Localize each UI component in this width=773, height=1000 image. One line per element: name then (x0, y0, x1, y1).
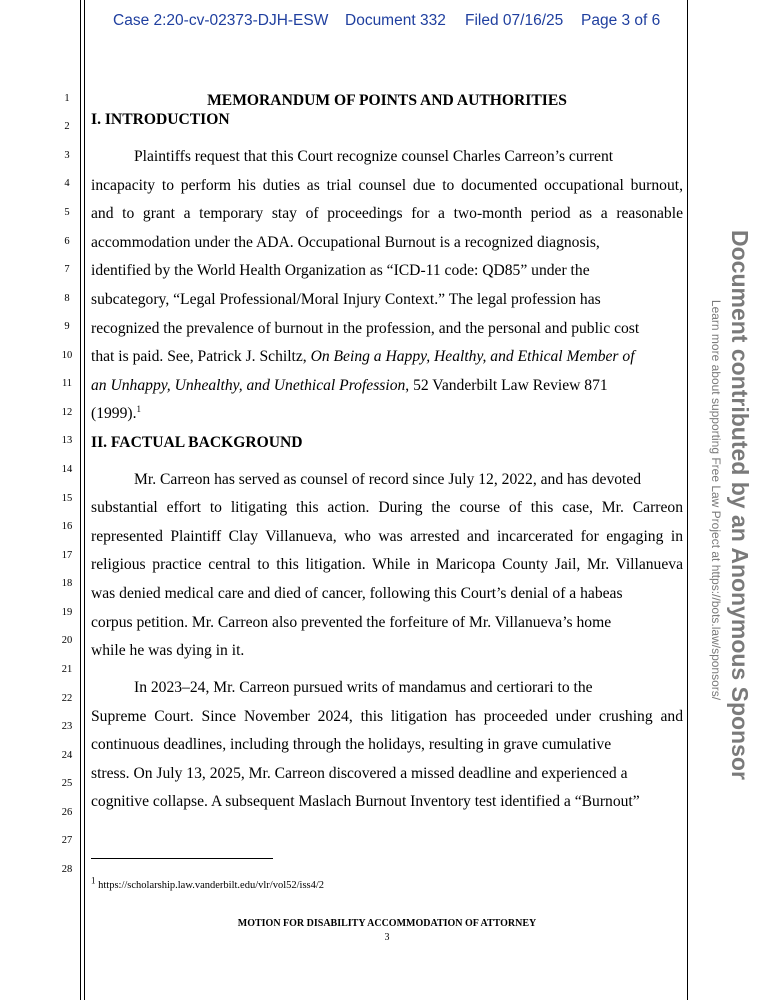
text-line: religious practice central to this litigation. While in Maricopa County Jail, Mr. Villanueva (91, 556, 683, 573)
line-number: 20 (61, 635, 73, 646)
line-number: 12 (61, 407, 73, 418)
document-number: Document 332 (345, 12, 446, 29)
footnote-url[interactable]: https://scholarship.law.vanderbilt.edu/vlr/vol52/iss4/2 (95, 880, 325, 891)
footnote-separator (91, 858, 273, 859)
citation-article-title: On Being a Happy, Healthy, and Ethical Member of (310, 348, 635, 365)
footer-page-number: 3 (384, 932, 390, 943)
text-line: was denied medical care and died of cancer, following this Court’s denial of a habeas (91, 585, 623, 602)
line-number: 8 (64, 293, 70, 304)
line-number: 2 (64, 121, 70, 132)
memorandum-heading: MEMORANDUM OF POINTS AND AUTHORITIES (207, 92, 567, 109)
section-heading-factual-background: II. FACTUAL BACKGROUND (91, 434, 303, 451)
text-line: recognized the prevalence of burnout in the profession, and the personal and public cost (91, 320, 640, 337)
text-line: Mr. Carreon has served as counsel of record since July 12, 2022, and has devoted (134, 471, 642, 488)
text-line: In 2023–24, Mr. Carreon pursued writs of mandamus and certiorari to the (134, 679, 593, 696)
citation-source: , 52 Vanderbilt Law Review 871 (405, 377, 608, 394)
line-number: 23 (61, 721, 73, 732)
text-line: subcategory, “Legal Professional/Moral Injury Context.” The legal profession has (91, 291, 601, 308)
text-line: continuous deadlines, including through the holidays, resulting in grave cumulative (91, 736, 612, 753)
case-number: Case 2:20-cv-02373-DJH-ESW (113, 12, 329, 29)
text-line-citation-year (91, 405, 683, 423)
text-line: identified by the World Health Organization as “ICD-11 code: QD85” under the (91, 262, 590, 279)
left-margin-rule (80, 0, 81, 1000)
ecf-header (0, 12, 773, 36)
text-line: Supreme Court. Since November 2024, this litigation has proceeded under crushing and (91, 708, 683, 725)
text-line: while he was dying in it. (91, 642, 245, 659)
line-number: 26 (61, 807, 73, 818)
line-number: 7 (64, 264, 70, 275)
line-number: 21 (61, 664, 73, 675)
filed-date: Filed 07/16/25 (465, 12, 564, 29)
line-number: 24 (61, 750, 73, 761)
text-line: accommodation under the ADA. Occupational Burnout is a recognized diagnosis, (91, 234, 600, 251)
line-number: 28 (61, 864, 73, 875)
line-number: 14 (61, 464, 73, 475)
watermark-subtitle[interactable]: Learn more about supporting Free Law Project at https://bots.law/sponsors/ (709, 299, 723, 701)
section-heading-introduction: I. INTRODUCTION (91, 111, 230, 128)
line-number: 25 (61, 778, 73, 789)
text-line: corpus petition. Mr. Carreon also prevented the forfeiture of Mr. Villanueva’s home (91, 614, 612, 631)
line-number: 11 (61, 378, 73, 389)
footnote-marker: 1 (91, 875, 96, 886)
line-number: 18 (61, 578, 73, 589)
line-number: 15 (61, 493, 73, 504)
line-number: 19 (61, 607, 73, 618)
text-line-citation (91, 377, 683, 395)
citation-year: (1999). (91, 405, 137, 422)
line-number: 16 (61, 521, 73, 532)
footnote-reference[interactable]: 1 (136, 403, 141, 414)
citation-article-title-cont: an Unhappy, Unhealthy, and Unethical Profession (91, 377, 406, 394)
page-indicator: Page 3 of 6 (581, 12, 661, 29)
line-number: 5 (64, 207, 70, 218)
line-number: 1 (64, 93, 70, 104)
line-number: 3 (64, 150, 70, 161)
text-line-citation (91, 348, 683, 366)
line-number: 9 (64, 321, 70, 332)
line-number: 17 (61, 550, 73, 561)
line-number: 6 (64, 236, 70, 247)
footer-document-title: MOTION FOR DISABILITY ACCOMMODATION OF ATTORNEY (237, 918, 537, 929)
citation-prefix: that is paid. See, Patrick J. Schiltz, (91, 348, 311, 365)
text-line: represented Plaintiff Clay Villanueva, who was arrested and incarcerated for engaging in (91, 528, 683, 545)
text-line: substantial effort to litigating this action. During the course of this case, Mr. Carreon (91, 499, 683, 516)
right-margin-rule (687, 0, 688, 1000)
line-number: 10 (61, 350, 73, 361)
text-line: cognitive collapse. A subsequent Maslach Burnout Inventory test identified a “Burnout” (91, 793, 640, 810)
footnote (91, 875, 325, 891)
text-line: incapacity to perform his duties as trial counsel due to documented occupational burnout, (91, 177, 683, 194)
line-number: 13 (61, 435, 73, 446)
watermark-title: Document contributed by an Anonymous Sponsor (727, 230, 753, 780)
line-number: 27 (61, 835, 73, 846)
text-line: Plaintiffs request that this Court recognize counsel Charles Carreon’s current (134, 148, 614, 165)
left-margin-rule-inner (84, 0, 85, 1000)
line-number: 4 (64, 178, 70, 189)
line-number: 22 (61, 693, 73, 704)
text-line: stress. On July 13, 2025, Mr. Carreon discovered a missed deadline and experienced a (91, 765, 628, 782)
text-line: and to grant a temporary stay of proceedings for a two-month period as a reasonable (91, 205, 683, 222)
